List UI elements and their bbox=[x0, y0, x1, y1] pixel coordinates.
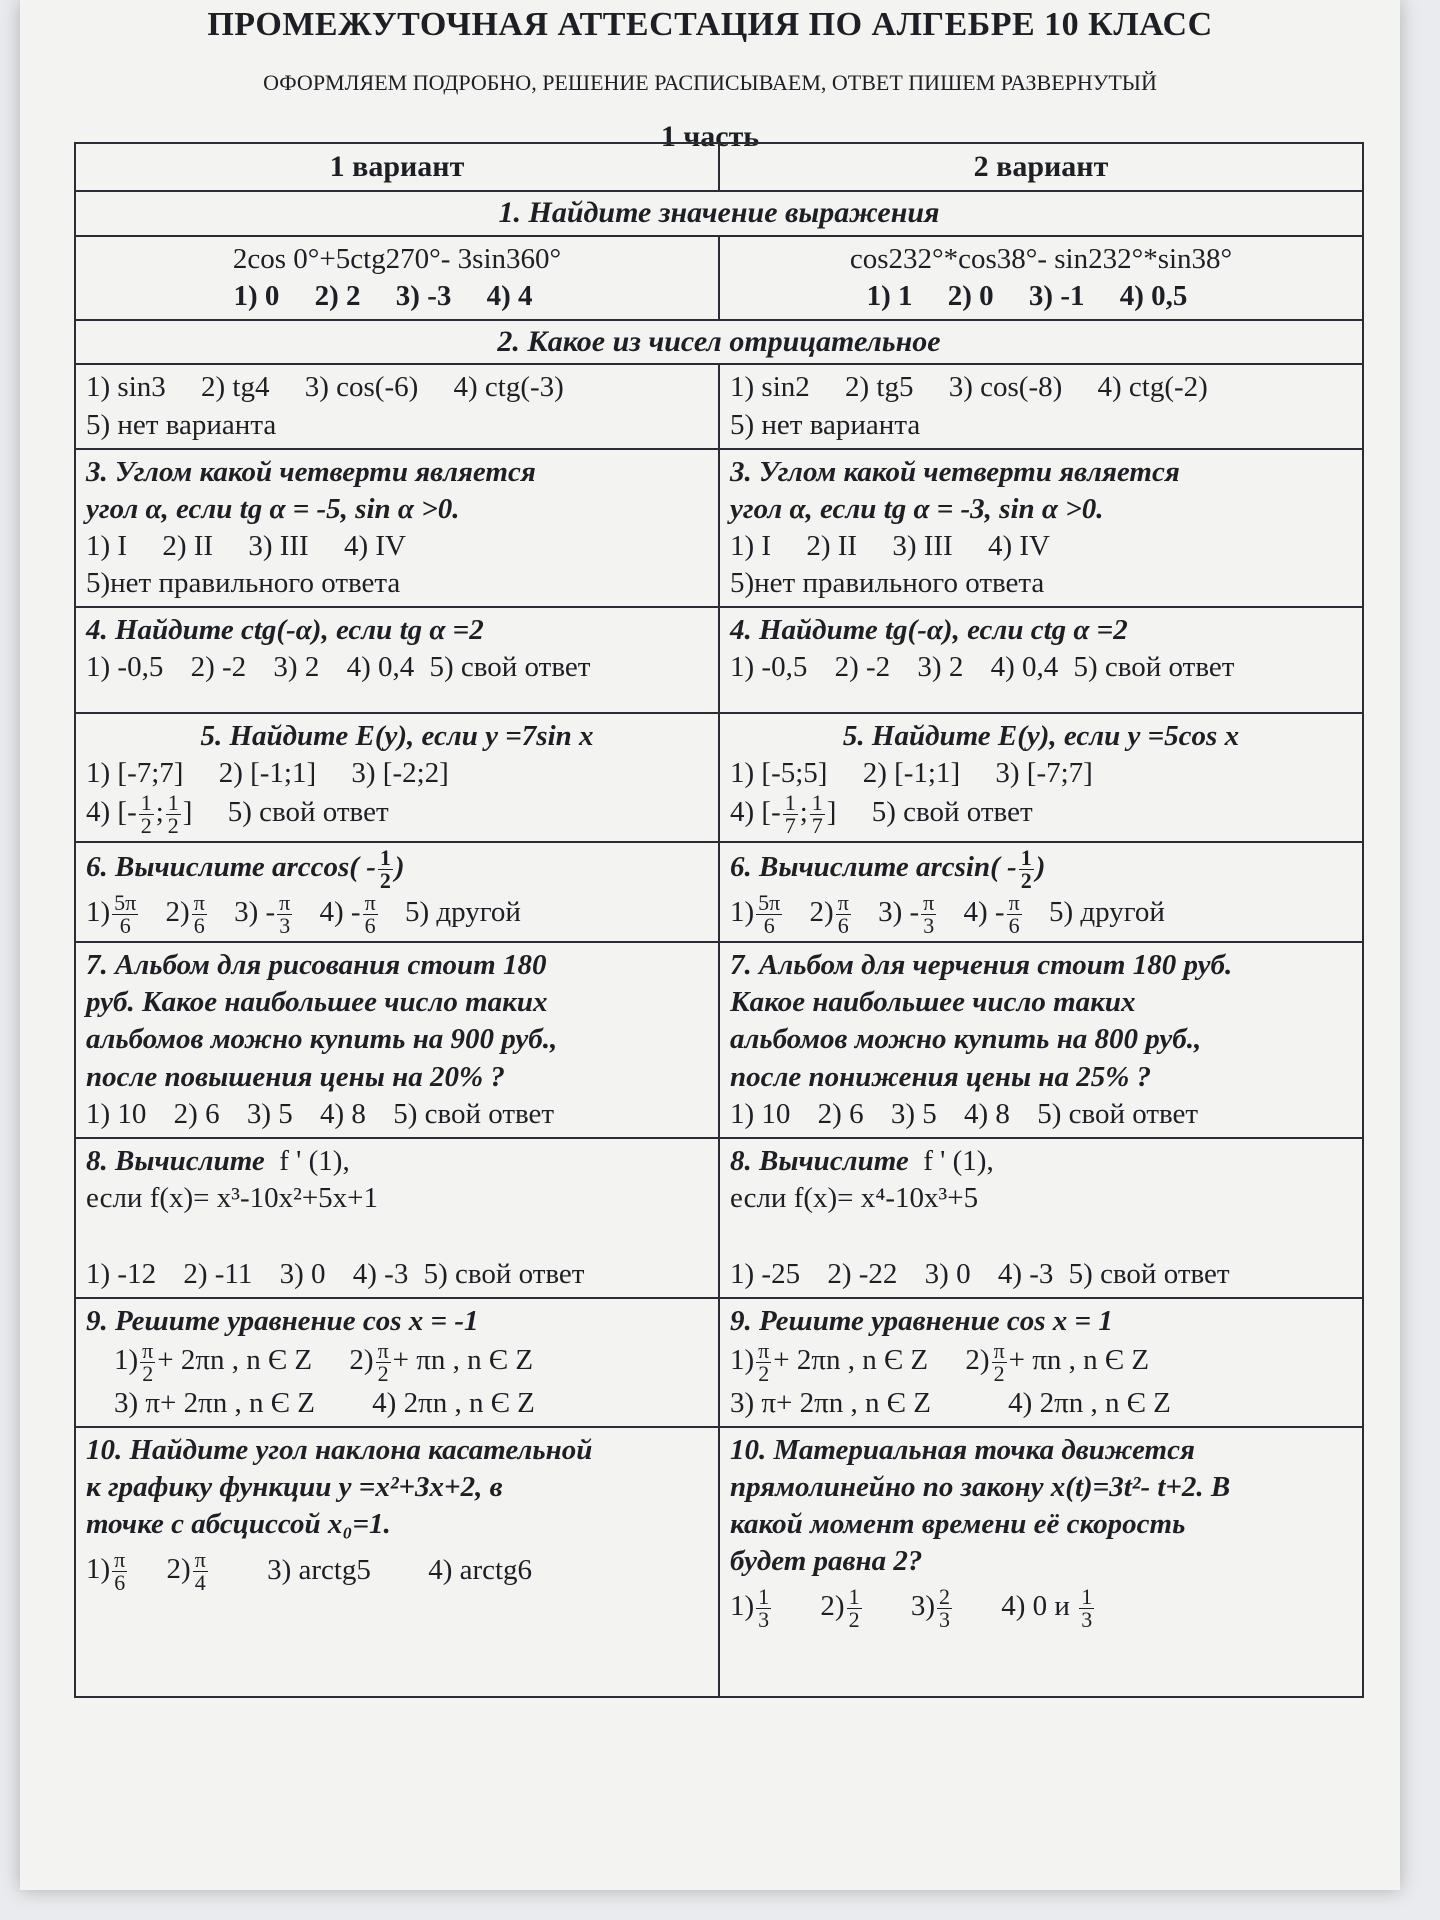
q2-heading-row bbox=[75, 320, 1363, 364]
q6-v2-option: 2) $\frac{\pi}{6}$ bbox=[809, 890, 849, 939]
q8-v1-option: 3) 0 bbox=[279, 1257, 326, 1290]
q8-v1-question: 8. Вычислите f ' (1), bbox=[86, 1144, 350, 1177]
q5-v1-cell bbox=[75, 713, 719, 842]
q3-v2-cell bbox=[719, 449, 1363, 607]
q7-v1-option: 5) свой ответ bbox=[393, 1097, 555, 1130]
q7-row bbox=[75, 942, 1363, 1138]
q10-v1-option: 2) $\frac{\pi}{4}$ bbox=[166, 1547, 206, 1596]
q9-v2-option: 2) $\frac{\pi}{2}$ + πn , n Є Z bbox=[965, 1337, 1150, 1386]
q2-v2-option: 1) sin2 bbox=[730, 371, 810, 404]
q3-v2-last-option: 5)нет правильного ответа bbox=[730, 566, 1045, 599]
q7-v1-question-line: 7. Альбом для рисования стоит 180 bbox=[86, 949, 547, 982]
q3-v1-option: 1) I bbox=[86, 529, 128, 562]
q5-v1-option: 3) [-2;2] bbox=[351, 757, 449, 790]
q4-v1-cell bbox=[75, 607, 719, 713]
q5-v1-option: 1) [-7;7] bbox=[86, 757, 184, 790]
q3-v2-condition: угол α, если tg α = -3, sin α >0. bbox=[730, 492, 1104, 525]
q8-v1-condition: если f(x)= x³-10x²+5x+1 bbox=[86, 1181, 379, 1214]
q3-v1-last-option: 5)нет правильного ответа bbox=[86, 566, 401, 599]
q4-v1-option: 4) 0,4 bbox=[346, 651, 415, 684]
q10-v1-cell bbox=[75, 1427, 719, 1697]
q2-v1-last-option: 5) нет варианта bbox=[86, 408, 277, 441]
q9-v2-option: 1) $\frac{\pi}{2}$ + 2πn , n Є Z bbox=[730, 1337, 929, 1386]
q10-v1-question-line: 10. Найдите угол наклона касательной bbox=[86, 1434, 593, 1467]
q1-v1-cell bbox=[75, 236, 719, 320]
q5-v2-option: 1) [-5;5] bbox=[730, 757, 828, 790]
q9-v2-option: 4) 2πn , n Є Z bbox=[1008, 1386, 1171, 1419]
q4-v2-option: 3) 2 bbox=[917, 651, 964, 684]
q7-v1-question-line: альбомов можно купить на 900 руб., bbox=[86, 1023, 558, 1056]
q2-v1-option: 3) cos(-6) bbox=[304, 371, 419, 404]
q7-v2-cell bbox=[719, 942, 1363, 1138]
q8-v1-option: 4) -3 bbox=[352, 1257, 409, 1290]
q2-v1-option: 1) sin3 bbox=[86, 371, 166, 404]
q10-v1-option: 4) arctg6 bbox=[428, 1553, 533, 1586]
q10-v1-option: 1) $\frac{\pi}{6}$ bbox=[86, 1547, 126, 1596]
q3-v1-cell bbox=[75, 449, 719, 607]
q3-v2-option: 2) II bbox=[806, 529, 858, 562]
q9-v1-option: 1) $\frac{\pi}{2}$ + 2πn , n Є Z bbox=[114, 1337, 313, 1386]
q1-v1-option: 4) 4 bbox=[486, 279, 533, 312]
variant-1-header: 1 вариант bbox=[75, 143, 719, 191]
q5-v1-option-fraction: 4) [- $\frac{1}{2}$ ; $\frac{1}{2}$ ] bbox=[86, 790, 193, 839]
q9-v1-question: 9. Решите уравнение cos x = -1 bbox=[86, 1304, 479, 1337]
q5-v2-question: 5. Найдите E(y), если y =5cos x bbox=[842, 720, 1240, 753]
q2-v2-cell bbox=[719, 364, 1363, 448]
q2-row bbox=[75, 364, 1363, 448]
q10-v2-option: 3) $\frac{2}{3}$ bbox=[910, 1584, 951, 1633]
q2-v2-last-option: 5) нет варианта bbox=[730, 408, 921, 441]
q3-v1-option: 4) IV bbox=[343, 529, 406, 562]
q7-v2-option: 4) 8 bbox=[964, 1097, 1010, 1130]
q4-v1-option: 1) -0,5 bbox=[86, 651, 164, 684]
page-title: ПРОМЕЖУТОЧНАЯ АТТЕСТАЦИЯ ПО АЛГЕБРЕ 10 КЛАСС bbox=[207, 6, 1213, 43]
q4-v2-option: 2) -2 bbox=[834, 651, 891, 684]
page-subtitle: ОФОРМЛЯЕМ ПОДРОБНО, РЕШЕНИЕ РАСПИСЫВАЕМ, ОТВЕТ ПИШЕМ РАЗВЕРНУТЫЙ bbox=[263, 70, 1157, 95]
q1-v1-expression: 2cos 0°+5ctg270°- 3sin360° bbox=[232, 242, 562, 275]
q2-v1-option: 2) tg4 bbox=[201, 371, 270, 404]
q9-v1-option: 4) 2πn , n Є Z bbox=[372, 1386, 535, 1419]
q5-v2-last-option: 5) свой ответ bbox=[871, 796, 1033, 829]
q1-v2-expression: cos232°*cos38°- sin232°*sin38° bbox=[849, 242, 1233, 275]
q9-v2-option: 3) π+ 2πn , n Є Z bbox=[730, 1386, 931, 1419]
q6-v1-option: 5) другой bbox=[404, 896, 521, 929]
q8-v2-question: 8. Вычислите f ' (1), bbox=[730, 1144, 994, 1177]
q8-v1-option: 5) свой ответ bbox=[423, 1257, 585, 1290]
q2-v2-option: 2) tg5 bbox=[845, 371, 914, 404]
q4-v1-option: 5) свой ответ bbox=[429, 651, 591, 684]
q1-heading-row bbox=[75, 191, 1363, 235]
q7-v2-question-line: после понижения цены на 25% ? bbox=[730, 1060, 1152, 1093]
q9-v1-option: 2) $\frac{\pi}{2}$ + πn , n Є Z bbox=[349, 1337, 534, 1386]
q9-v2-question: 9. Решите уравнение cos x = 1 bbox=[730, 1304, 1113, 1337]
q3-v1-condition: угол α, если tg α = -5, sin α >0. bbox=[86, 492, 460, 525]
q6-v2-option: 1) $\frac{5\pi}{6}$ bbox=[730, 890, 781, 939]
q8-v2-condition: если f(x)= x⁴-10x³+5 bbox=[730, 1181, 979, 1214]
q1-v2-option: 4) 0,5 bbox=[1119, 279, 1188, 312]
q5-v2-option-fraction: 4) [- $\frac{1}{7}$ ; $\frac{1}{7}$ ] bbox=[730, 790, 837, 839]
q5-v2-option: 2) [-1;1] bbox=[862, 757, 961, 790]
q7-v1-option: 3) 5 bbox=[246, 1097, 293, 1130]
q7-v2-option: 2) 6 bbox=[817, 1097, 864, 1130]
q8-row bbox=[75, 1138, 1363, 1298]
q10-v2-option: 1) $\frac{1}{3}$ bbox=[730, 1584, 770, 1633]
q8-v2-option: 1) -25 bbox=[730, 1257, 801, 1290]
q7-v1-option: 2) 6 bbox=[173, 1097, 220, 1130]
q4-v2-cell bbox=[719, 607, 1363, 713]
q4-v2-option: 5) свой ответ bbox=[1073, 651, 1235, 684]
q8-v1-option: 2) -11 bbox=[183, 1257, 253, 1290]
q10-v2-cell bbox=[719, 1427, 1363, 1697]
variant-2-header: 2 вариант bbox=[719, 143, 1363, 191]
q7-v2-question-line: альбомов можно купить на 800 руб., bbox=[730, 1023, 1202, 1056]
q6-row bbox=[75, 842, 1363, 942]
q9-v1-option: 3) π+ 2πn , n Є Z bbox=[114, 1386, 315, 1419]
q8-v2-option: 3) 0 bbox=[924, 1257, 971, 1290]
q2-v2-option: 4) ctg(-2) bbox=[1097, 371, 1208, 404]
q6-v2-cell bbox=[719, 842, 1363, 942]
q1-v1-option: 3) -3 bbox=[395, 279, 452, 312]
q1-heading: 1. Найдите значение выражения bbox=[75, 191, 1363, 235]
q10-row bbox=[75, 1427, 1363, 1697]
q7-v2-option: 5) свой ответ bbox=[1037, 1097, 1199, 1130]
q6-v1-option: 4) - $\frac{\pi}{6}$ bbox=[319, 890, 376, 939]
q6-v1-option: 1) $\frac{5\pi}{6}$ bbox=[86, 890, 137, 939]
q4-v1-option: 3) 2 bbox=[273, 651, 320, 684]
q8-v2-cell bbox=[719, 1138, 1363, 1298]
q7-v2-question-line: Какое наибольшее число таких bbox=[730, 986, 1136, 1019]
q10-v2-question-line: 10. Материальная точка движется bbox=[730, 1434, 1195, 1467]
q2-v2-option: 3) cos(-8) bbox=[948, 371, 1063, 404]
q3-row bbox=[75, 449, 1363, 607]
q5-row bbox=[75, 713, 1363, 842]
q6-v2-option: 3) - $\frac{\pi}{3}$ bbox=[878, 890, 935, 939]
q5-v1-question: 5. Найдите E(y), если y =7sin x bbox=[200, 720, 594, 753]
q5-v2-option: 3) [-7;7] bbox=[995, 757, 1093, 790]
q2-v1-option: 4) ctg(-3) bbox=[453, 371, 564, 404]
q8-v1-option: 1) -12 bbox=[86, 1257, 157, 1290]
q10-v2-option: 4) 0 и $\frac{1}{3}$ bbox=[1001, 1584, 1093, 1633]
worksheet-page bbox=[20, 0, 1400, 1890]
q10-v2-question-line: прямолинейно по закону x(t)=3t²- t+2. В bbox=[730, 1471, 1231, 1504]
q7-v1-question-line: руб. Какое наибольшее число таких bbox=[86, 986, 548, 1019]
q2-heading: 2. Какое из чисел отрицательное bbox=[75, 320, 1363, 364]
q7-v1-option: 1) 10 bbox=[86, 1097, 147, 1130]
q3-v2-option: 1) I bbox=[730, 529, 772, 562]
q4-v1-question: 4. Найдите ctg(-α), если tg α =2 bbox=[86, 614, 484, 647]
q8-v2-option: 4) -3 bbox=[997, 1257, 1054, 1290]
q3-v2-question: 3. Углом какой четверти является bbox=[730, 455, 1180, 488]
q7-v2-question-line: 7. Альбом для черчения стоит 180 руб. bbox=[730, 949, 1233, 982]
q6-v2-question: 6. Вычислите arcsin( - $\frac{1}{2}$ ) bbox=[730, 845, 1046, 894]
q3-v2-option: 4) IV bbox=[987, 529, 1050, 562]
q10-v2-option: 2) $\frac{1}{2}$ bbox=[820, 1584, 860, 1633]
q1-row bbox=[75, 236, 1363, 320]
q6-v1-question: 6. Вычислите arccos( - $\frac{1}{2}$ ) bbox=[86, 845, 405, 894]
q5-v1-option: 2) [-1;1] bbox=[218, 757, 317, 790]
q4-row bbox=[75, 607, 1363, 713]
q4-v2-option: 1) -0,5 bbox=[730, 651, 808, 684]
q7-v1-question-line: после повышения цены на 20% ? bbox=[86, 1060, 505, 1093]
variant-header-row bbox=[75, 143, 1363, 191]
q5-v1-last-option: 5) свой ответ bbox=[227, 796, 389, 829]
q1-v2-option: 3) -1 bbox=[1028, 279, 1085, 312]
q1-v1-option: 2) 2 bbox=[314, 279, 361, 312]
q10-v1-option: 3) arctg5 bbox=[267, 1553, 371, 1586]
q3-v1-option: 3) III bbox=[248, 529, 309, 562]
q2-v1-cell bbox=[75, 364, 719, 448]
q9-v2-cell bbox=[719, 1298, 1363, 1427]
q4-v2-question: 4. Найдите tg(-α), если ctg α =2 bbox=[730, 614, 1128, 647]
part-label: 1 часть bbox=[660, 120, 760, 153]
q7-v1-option: 4) 8 bbox=[320, 1097, 366, 1130]
q4-v2-option: 4) 0,4 bbox=[990, 651, 1059, 684]
q5-v2-cell bbox=[719, 713, 1363, 842]
q4-v1-option: 2) -2 bbox=[190, 651, 247, 684]
q8-v2-option: 2) -22 bbox=[827, 1257, 898, 1290]
q9-row bbox=[75, 1298, 1363, 1427]
q6-v1-option: 3) - $\frac{\pi}{3}$ bbox=[234, 890, 291, 939]
q3-v1-question: 3. Углом какой четверти является bbox=[86, 455, 536, 488]
q1-v2-option: 1) 1 bbox=[866, 279, 913, 312]
q3-v1-option: 2) II bbox=[162, 529, 214, 562]
q10-v1-question-line: точке с абсциссой x₀=1. bbox=[86, 1508, 391, 1541]
q6-v1-cell bbox=[75, 842, 719, 942]
q8-v2-option: 5) свой ответ bbox=[1068, 1257, 1230, 1290]
q1-v2-cell bbox=[719, 236, 1363, 320]
q9-v1-cell bbox=[75, 1298, 719, 1427]
q10-v2-question-line: будет равна 2? bbox=[730, 1545, 923, 1578]
q6-v2-option: 4) - $\frac{\pi}{6}$ bbox=[963, 890, 1020, 939]
q1-v1-option: 1) 0 bbox=[233, 279, 280, 312]
q7-v1-cell bbox=[75, 942, 719, 1138]
q6-v1-option: 2) $\frac{\pi}{6}$ bbox=[165, 890, 205, 939]
test-table bbox=[74, 142, 1364, 1698]
q10-v1-question-line: к графику функции y =x²+3x+2, в bbox=[86, 1471, 503, 1504]
q1-v2-option: 2) 0 bbox=[947, 279, 994, 312]
q7-v2-option: 1) 10 bbox=[730, 1097, 791, 1130]
q6-v2-option: 5) другой bbox=[1048, 896, 1165, 929]
q8-v1-cell bbox=[75, 1138, 719, 1298]
q3-v2-option: 3) III bbox=[892, 529, 953, 562]
q7-v2-option: 3) 5 bbox=[890, 1097, 937, 1130]
q10-v2-question-line: какой момент времени её скорость bbox=[730, 1508, 1186, 1541]
